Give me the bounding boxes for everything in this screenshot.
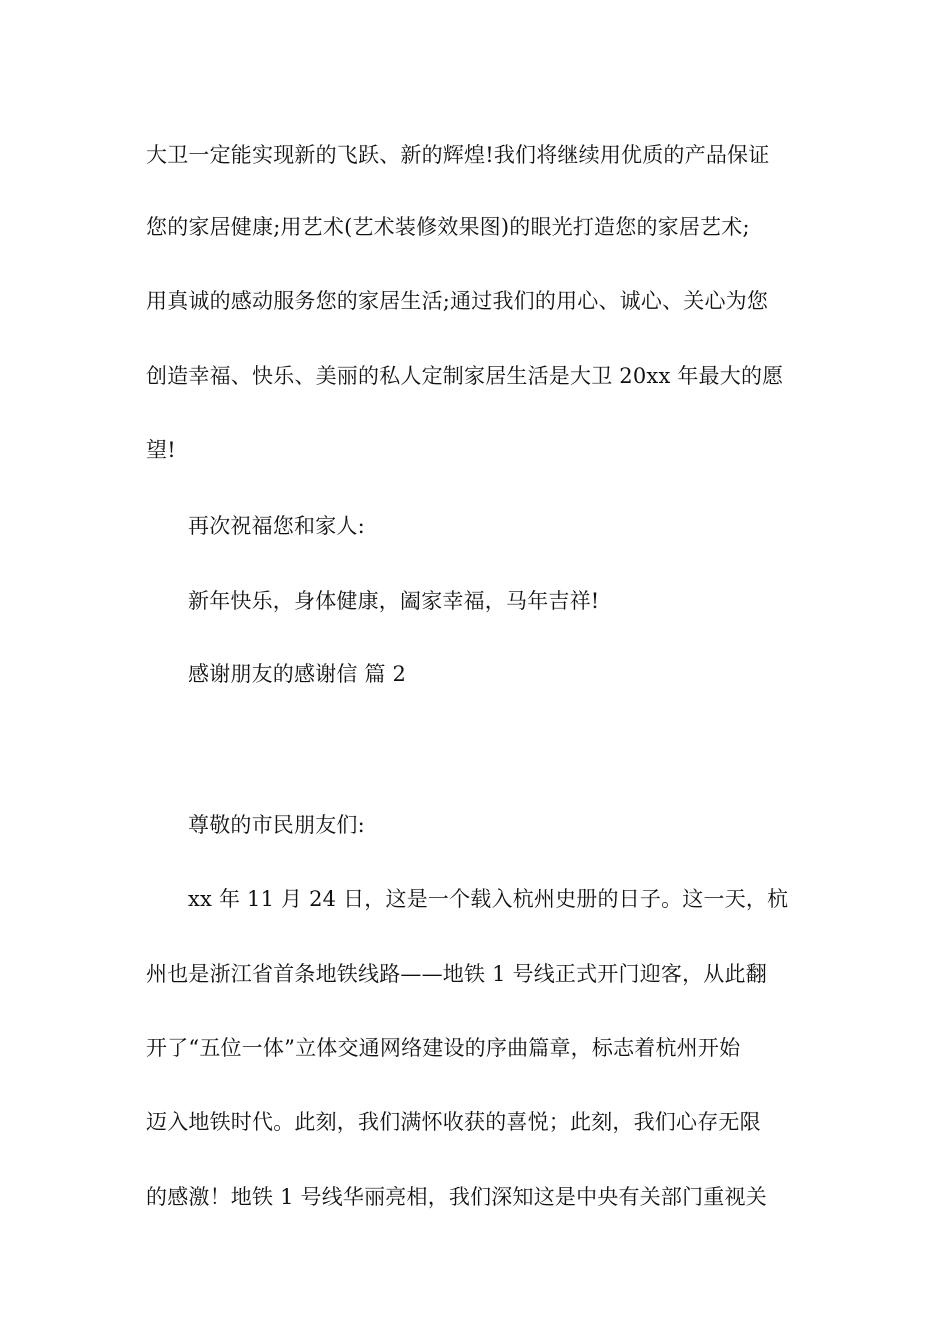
section-heading: 感谢朋友的感谢信 篇 2 — [188, 662, 407, 686]
paragraph-line: 迈入地铁时代。此刻，我们满怀收获的喜悦；此刻，我们心存无限 — [146, 1110, 761, 1134]
wishes-line: 新年快乐，身体健康，阖家幸福，马年吉祥! — [188, 589, 600, 613]
paragraph-line: 的感激！地铁 1 号线华丽亮相，我们深知这是中央有关部门重视关 — [146, 1185, 767, 1209]
paragraph-line: 创造幸福、快乐、美丽的私人定制家居生活是大卫 20xx 年最大的愿 — [146, 364, 784, 388]
paragraph-line: 望! — [146, 438, 176, 462]
paragraph-line: 州也是浙江省首条地铁线路——地铁 1 号线正式开门迎客，从此翻 — [146, 962, 767, 986]
paragraph-line: 您的家居健康;用艺术(艺术装修效果图)的眼光打造您的家居艺术; — [146, 215, 750, 239]
paragraph-line: 大卫一定能实现新的飞跃、新的辉煌!我们将继续用优质的产品保证 — [146, 143, 770, 167]
paragraph-line: 用真诚的感动服务您的家居生活;通过我们的用心、诚心、关心为您 — [146, 289, 769, 313]
greeting-line: 再次祝福您和家人: — [188, 514, 365, 538]
salutation-line: 尊敬的市民朋友们: — [188, 813, 365, 837]
paragraph-line: 开了“五位一体”立体交通网络建设的序曲篇章，标志着杭州开始 — [146, 1036, 741, 1060]
paragraph-line: xx 年 11 月 24 日，这是一个载入杭州史册的日子。这一天，杭 — [188, 887, 789, 911]
